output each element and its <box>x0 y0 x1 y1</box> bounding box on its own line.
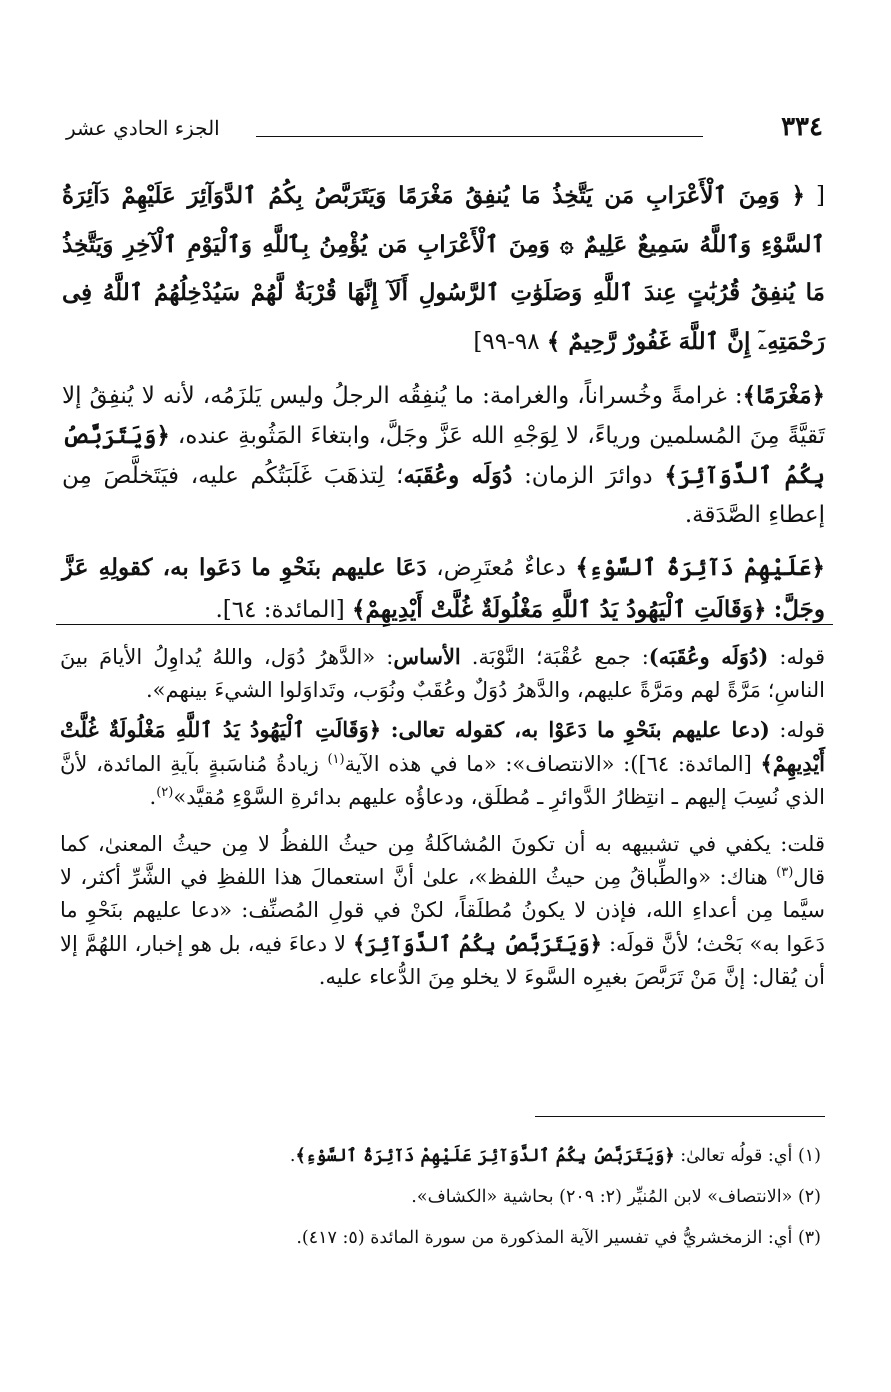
footnote-marker[interactable]: (٣) <box>776 865 794 880</box>
footnote-number: (١) <box>797 1146 821 1166</box>
quoted-phrase: ﴿وَيَتَرَبَّصُ بِكُمُ ٱلدَّوَآئِرَ﴾ <box>62 422 826 489</box>
gloss-text: زيادةُ مُناسَبةٍ بآيةِ المائدة، لأنَّ الذي نُسِبَ إليهم ـ انتِظارُ الدَّوائرِ ـ مُطلَق، ودعاؤُه عليهم بدائرةِ السَّوْءِ مُقيَّد» <box>60 752 825 809</box>
gloss-text: . <box>149 785 157 809</box>
footnote-text: . <box>289 1146 296 1166</box>
footnote-2 <box>80 1183 821 1211</box>
source-name: الأساس <box>393 644 461 669</box>
quoted-verse: ﴿وَقَالَتِ ٱلْيَهُودُ يَدُ ٱللَّهِ مَغْلُولَةٌ غُلَّتْ أَيْدِيهِمْ﴾ <box>60 717 825 776</box>
gloss-paragraph-3 <box>60 828 825 994</box>
paragraph-text: دعاءٌ مُعتَرِض، <box>436 555 566 581</box>
footnote-text: أي: الزمخشريُّ في تفسير الآية المذكورة من سورة المائدة (٥: ٤١٧). <box>296 1228 793 1248</box>
quoted-phrase: ﴿وَيَتَرَبَّصُ بِكُمُ ٱلدَّوَآئِرَ﴾ <box>353 931 602 956</box>
gloss-paragraph-2 <box>60 713 825 814</box>
footnote-divider <box>535 1116 825 1117</box>
bold-phrase: دُوَلَه وعُقَبَه <box>403 462 513 489</box>
verse-close-bracket: ] <box>473 328 483 355</box>
gloss-lead: قوله: <box>779 718 825 742</box>
running-title: الجزء الحادي عشر <box>66 116 220 140</box>
footnote-number: (٣) <box>797 1228 821 1248</box>
paragraph-text: دوائرَ الزمان: <box>524 463 653 489</box>
footnote-quote: ﴿وَيَتَرَبَّصُ بِكُمُ ٱلدَّوَآئِرَ عَلَيْهِمْ دَآئِرَةُ ٱلسَّوْءِ﴾ <box>295 1146 675 1166</box>
verse-reference: [المائدة: ٦٤]. <box>215 597 345 623</box>
gloss-text: لا دعاءَ فيه، بل هو إخبار، اللهُمَّ إلا أن يُقال: إنَّ مَنْ تَرَبَّصَ بغيرِه السَّوءَ لا يخلو مِنَ الدُّعاء عليه. <box>60 932 825 989</box>
paragraph-text: ؛ لِتذهَبَ غَلَبَتُكُم عليه، فيَتَخلَّصَ مِن إعطاءِ الصَّدَقة. <box>62 463 825 528</box>
bold-phrase: (دُوَلَه وعُقَبَه) <box>648 644 769 669</box>
quran-verse-block <box>62 172 825 366</box>
bold-phrase: (دعا عليهم بنَحْوِ ما دَعَوْا به، كقوله تعالى: <box>390 717 770 742</box>
gloss-text: : جمع عُقْبَة؛ النَّوْبَة. <box>471 645 649 669</box>
header-rule <box>256 136 703 137</box>
footnote-1 <box>80 1142 821 1170</box>
gloss-text: : «الدَّهرُ دُوَل، واللهُ يُداوِلُ الأيامَ بينَ الناسِ؛ مَرَّةً لهم ومَرَّةً عليهم، والدَّهرُ دُوَلٌ وعُقَبٌ ونُوَب، وتَداوَلوا الشيءَ بينهم». <box>60 645 825 702</box>
section-divider <box>56 624 833 625</box>
quran-verse: ﴿ وَمِنَ ٱلْأَعْرَابِ مَن يَتَّخِذُ مَا يُنفِقُ مَغْرَمًا وَيَتَرَبَّصُ بِكُمُ ٱلدَّوَآئِرَ عَلَيْهِمْ دَآئِرَةُ ٱلسَّوْءِ وَٱللَّهُ سَمِيعٌ عَلِيمٌ ۞ وَمِنَ ٱلْأَعْرَابِ مَن يُؤْمِنُ بِٱللَّهِ وَٱلْيَوْمِ ٱلْآخِرِ وَيَتَّخِذُ مَا يُنفِقُ قُرُبَٰتٍ عِندَ ٱللَّهِ وَصَلَوَٰتِ ٱلرَّسُولِ أَلَآ إِنَّهَا قُرْبَةٌ لَّهُمْ سَيُدْخِلُهُمُ ٱللَّهُ فِى رَحْمَتِهِۦٓ إِنَّ ٱللَّهَ غَفُورٌ رَّحِيمٌ ﴾ <box>62 182 825 355</box>
footnote-text: أي: قولُه تعالىٰ: <box>680 1146 793 1166</box>
gloss-text: قلت: يكفي في تشبيهه به أن تكونَ المُشاكَلةُ مِن حيثُ اللفظُ لا مِن حيثُ المعنىٰ، كما قال <box>60 832 825 889</box>
bold-phrase: دَعَا عليهم بنَحْوِ ما دَعَوا به، كقولِهِ عَزَّ وجَلَّ: <box>62 554 825 623</box>
paragraph-text: : غرامةً وخُسراناً، والغرامة: ما يُنفِقُه الرجلُ وليس يَلزَمُه، لأنه لا يُنفِقُ إلا تَقيَّةً مِنَ المُسلمين ورياءً، لا لِوَجْهِ الله عَزَّ وجَلَّ، وابتغاءَ المَثُوبةِ عنده، <box>62 383 825 449</box>
gloss-text: [المائدة: ٦٤]): «الانتصاف»: «ما في هذه الآية <box>344 752 752 776</box>
gloss-paragraph-1 <box>60 640 825 707</box>
gloss-section <box>60 640 825 1000</box>
main-text <box>62 172 825 631</box>
quoted-verse: ﴿وَقَالَتِ ٱلْيَهُودُ يَدُ ٱللَّهِ مَغْلُولَةٌ غُلَّتْ أَيْدِيهِمْ﴾ <box>352 596 767 623</box>
footnotes <box>80 1142 821 1265</box>
footnote-marker[interactable]: (٢) <box>156 785 174 800</box>
quoted-word: ﴿مَغْرَمًا﴾ <box>742 382 825 409</box>
gloss-lead: قوله: <box>779 645 825 669</box>
verse-reference: ٩٨-٩٩ <box>482 328 540 355</box>
running-header <box>66 112 823 152</box>
footnote-3 <box>80 1224 821 1252</box>
gloss-text: هناك: «والطِّباقُ مِن حيثُ اللفظ»، علىٰ أنَّ استعمالَ هذا اللفظِ في الشَّرِّ أكثر، لا سيَّما مِن أعداءِ الله، فإذن لا يكونُ مُطلَقاً، لكنْ في قولِ المُصنِّف: «دعا عليهم بنَحْوِ ما دَعَوا به» بَحْث؛ لأنَّ قولَه: <box>60 865 826 956</box>
quoted-phrase: ﴿عَلَيْهِمْ دَآئِرَةُ ٱلسَّوْءِ﴾ <box>575 554 825 581</box>
commentary-paragraph-1 <box>62 376 825 535</box>
commentary-paragraph-2 <box>62 547 825 631</box>
verse-open-bracket: [ <box>816 183 826 209</box>
footnote-marker[interactable]: (١) <box>327 752 345 767</box>
footnote-text: «الانتصاف» لابن المُنيِّر (٢: ٢٠٩) بحاشية «الكشاف». <box>411 1187 793 1207</box>
page-number: ٣٣٤ <box>781 112 823 142</box>
footnote-number: (٢) <box>797 1187 821 1207</box>
